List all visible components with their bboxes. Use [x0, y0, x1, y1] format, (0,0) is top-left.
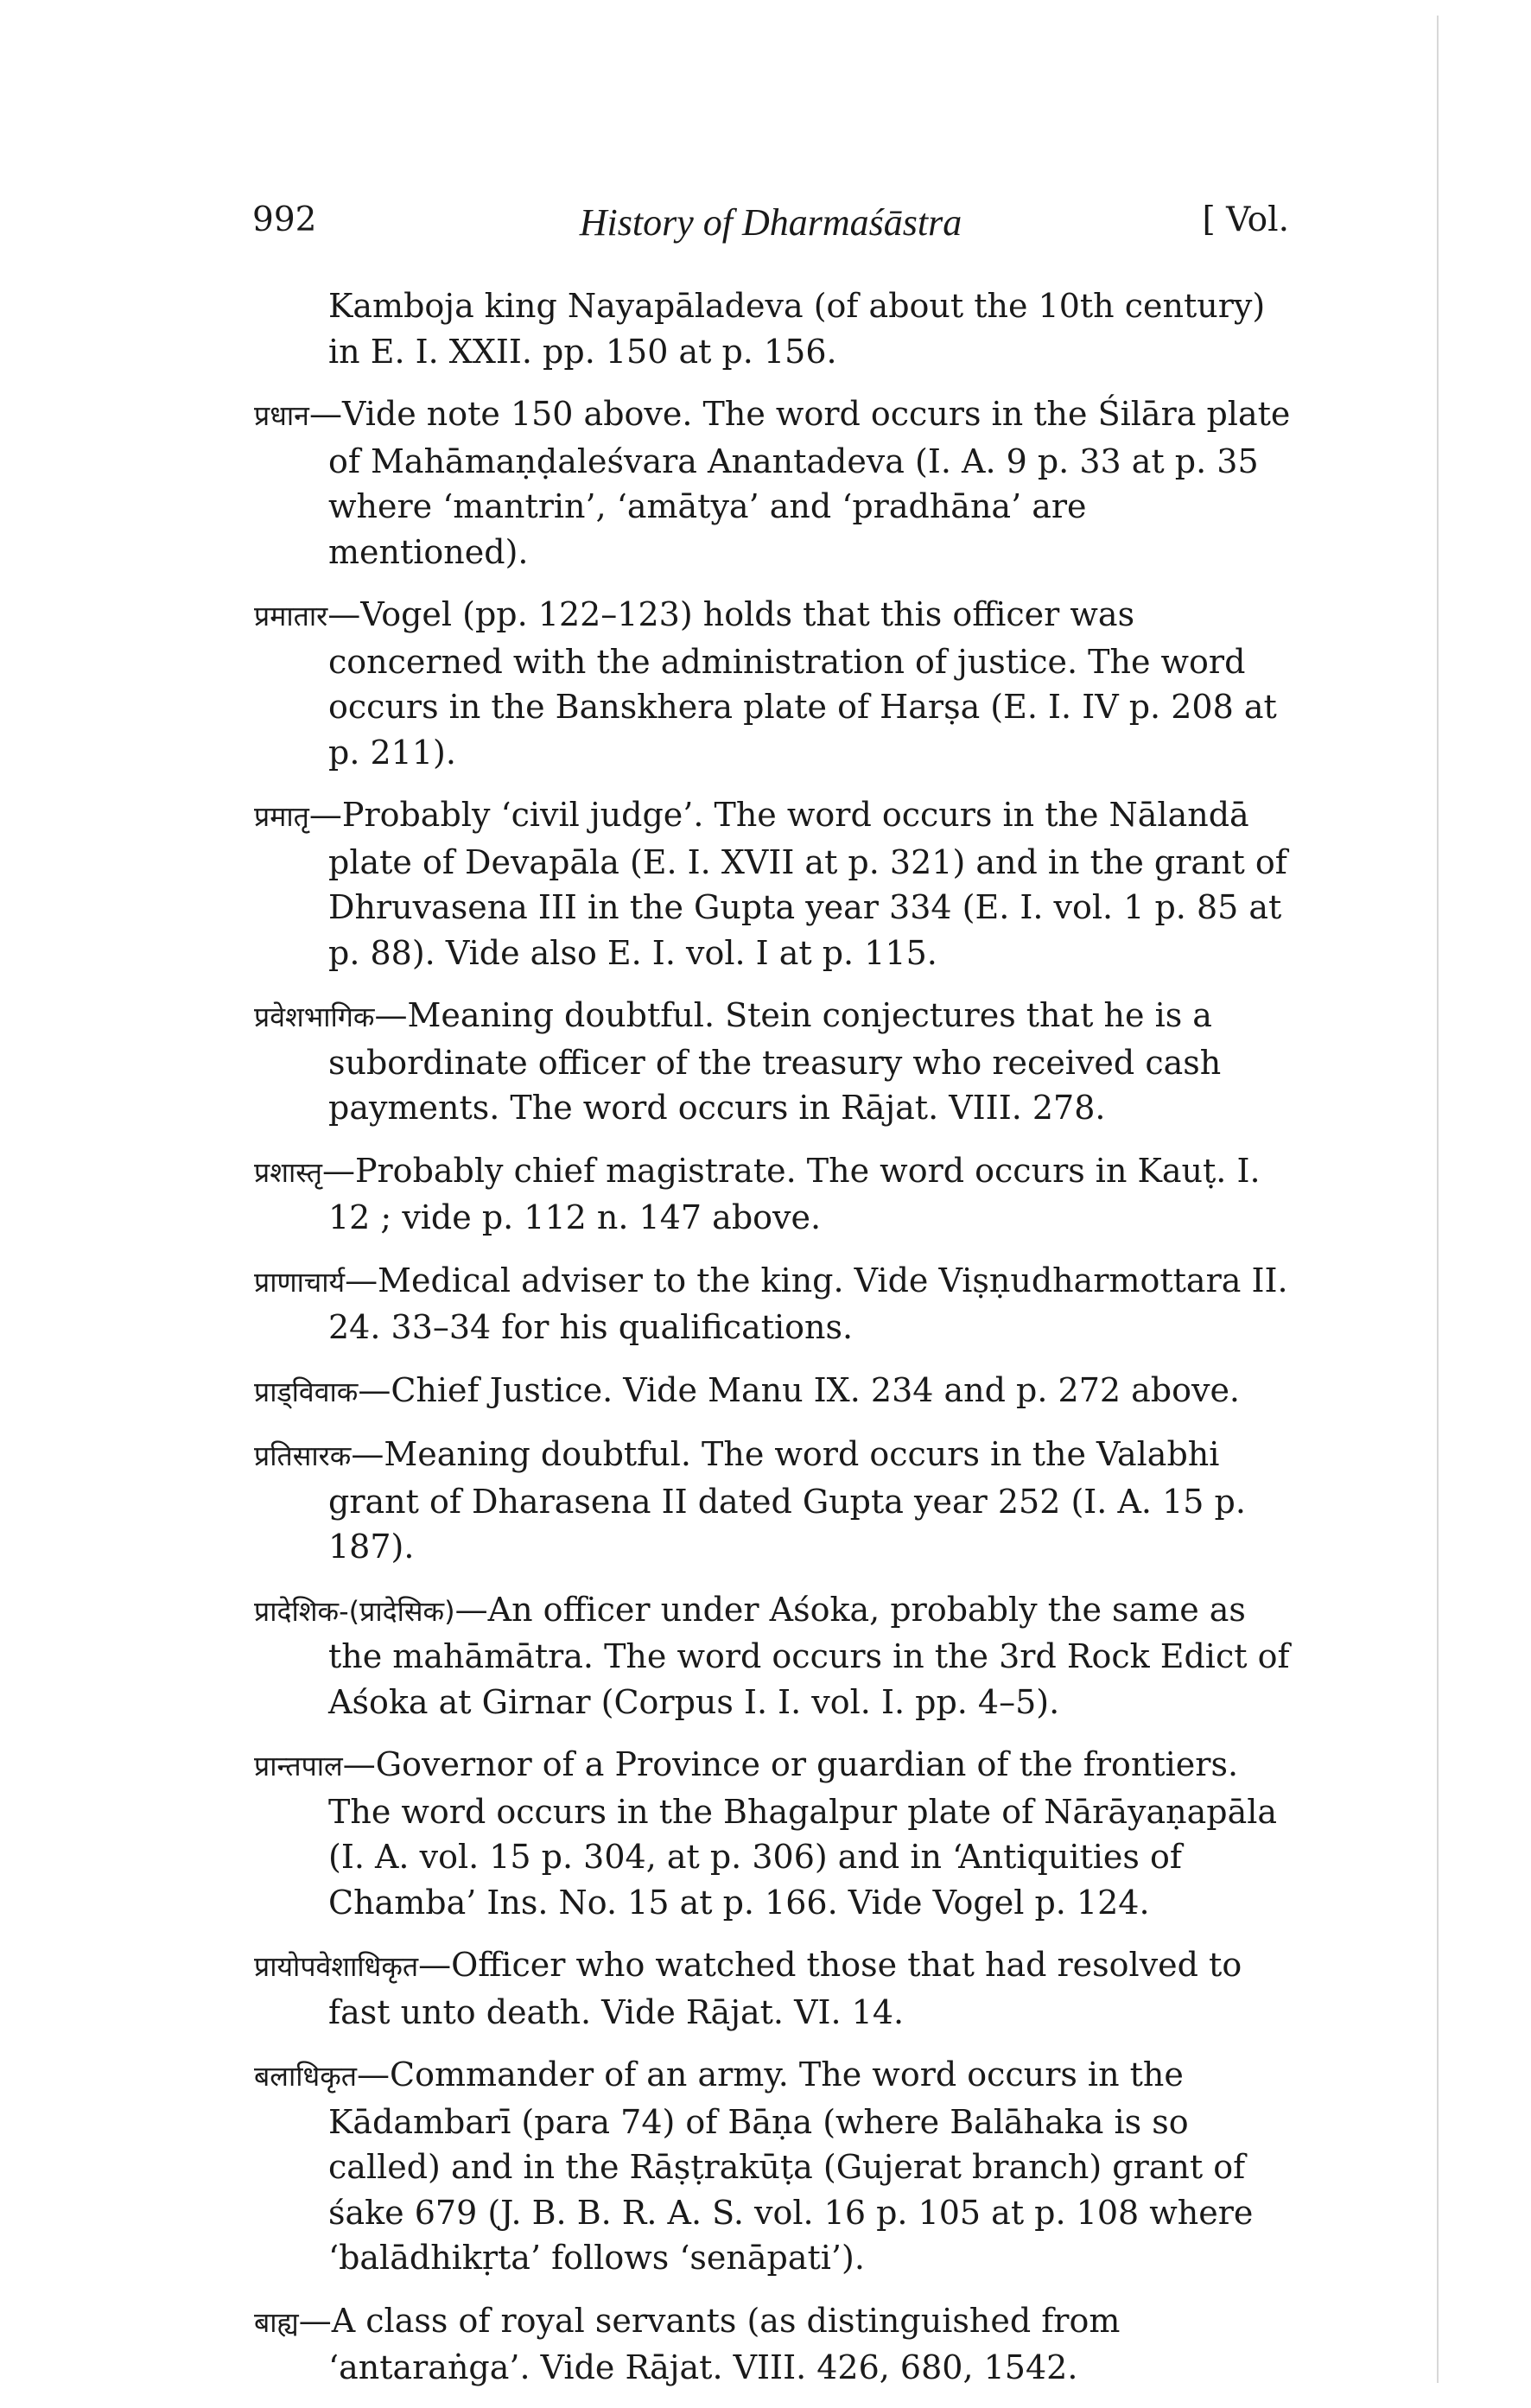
entry-headword: प्रादेशिक-(प्रादेसिक) — [254, 1594, 455, 1628]
glossary-entry — [254, 1368, 1291, 1415]
glossary-entry — [254, 592, 1291, 775]
entry-text: —A class of royal servants (as distinguished from ‘antaraṅga’. Vide Rājat. VIII. 426, 680, 1542. — [298, 2301, 1121, 2386]
running-title: History of Dharmaśāstra — [579, 201, 962, 244]
glossary-entry — [254, 1942, 1291, 2035]
glossary-entry — [254, 993, 1291, 1131]
entry-text: —Officer who watched those that had resolved to fast unto death. Vide Rājat. VI. 14. — [328, 1946, 1242, 2031]
running-header — [252, 200, 1289, 252]
entry-headword: प्रशास्तृ — [254, 1155, 322, 1189]
entry-headword: प्रधान — [254, 399, 309, 432]
entry-text: —An officer under Aśoka, probably the same as the mahāmātra. The word occurs in the 3rd Rock Edict of Aśoka at Girnar (Corpus I. I. vol. I. pp. 4–5). — [328, 1590, 1290, 1721]
entry-headword: प्रायोपवेशाधिकृत — [254, 1950, 419, 1983]
entry-text: —Commander of an army. The word occurs in the Kādambarī (para 74) of Bāṇa (where Balāhaka is so called) and in the Rāṣṭrakūṭa (Gujerat branch) grant of śake 679 (J. B. B. R. A. S. vol. 16 p. 105 at p. 108 where ‘balādhikṛta’ follows ‘senāpati’). — [328, 2055, 1254, 2277]
glossary-entry — [254, 1258, 1291, 1350]
glossary-entry — [254, 2298, 1291, 2391]
entry-text: —Medical adviser to the king. Vide Viṣṇudharmottara II. 24. 33–34 for his qualifications. — [328, 1261, 1288, 1346]
glossary-body — [254, 283, 1291, 2408]
entry-text: —Meaning doubtful. Stein conjectures that he is a subordinate officer of the treasury who received cash payments. The word occurs in Rājat. VIII. 278. — [328, 996, 1222, 1127]
entry-text: —Vide note 150 above. The word occurs in the Śilāra plate of Mahāmaṇḍaleśvara Anantadeva (I. A. 9 p. 33 at p. 35 where ‘mantrin’, ‘amātya’ and ‘pradhāna’ are mentioned). — [308, 395, 1291, 571]
glossary-entry — [254, 2052, 1291, 2281]
entry-headword: प्रान्तपाल — [254, 1750, 343, 1782]
page-number: 992 — [252, 200, 317, 239]
glossary-entry — [254, 1148, 1291, 1241]
glossary-entry — [254, 1587, 1291, 1725]
entry-headword: बाह्य — [254, 2305, 299, 2339]
glossary-entry — [254, 1742, 1291, 1925]
continued-paragraph: Kamboja king Nayapāladeva (of about the 10th century) in E. I. XXII. pp. 150 at p. 156. — [328, 287, 1266, 371]
entry-text: —Probably chief magistrate. The word occurs in Kauṭ. I. 12 ; vide p. 112 n. 147 above. — [321, 1151, 1261, 1236]
entry-headword: प्रतिसारक — [254, 1439, 352, 1472]
entry-headword: प्राड्विवाक — [254, 1375, 359, 1408]
glossary-entry — [254, 1432, 1291, 1570]
entry-text: —Chief Justice. Vide Manu IX. 234 and p. 272 above. — [358, 1370, 1241, 1409]
volume-label: [ Vol. — [1202, 200, 1289, 239]
entry-headword: प्रमातार — [254, 600, 328, 632]
entry-text: —Vogel (pp. 122–123) holds that this officer was concerned with the administration of justice. The word occurs in the Banskhera plate of Harṣa (E. I. IV p. 208 at p. 211). — [327, 595, 1277, 772]
entry-text: —Governor of a Province or guardian of the frontiers. The word occurs in the Bhagalpur plate of Nārāyaṇapāla (I. A. vol. 15 p. 304, at p. 306) and in ‘Antiquities of Chamba’ Ins. No. 15 at p. 166. Vide Vogel p. 124. — [328, 1745, 1278, 1922]
entry-headword: प्रमातृ — [254, 800, 309, 833]
glossary-entry — [254, 391, 1291, 575]
entry-text: —Meaning doubtful. The word occurs in the Valabhi grant of Dharasena II dated Gupta year 252 (I. A. 15 p. 187). — [328, 1435, 1246, 1566]
entry-text: —Probably ‘civil judge’. The word occurs in the Nālandā plate of Devapāla (E. I. XVII at p. 321) and in the grant of Dhruvasena III in the Gupta year 334 (E. I. vol. 1 p. 85 at p. 88). Vide also E. I. vol. I at p. 115. — [308, 796, 1287, 972]
entry-headword: प्रवेशभागिक — [254, 1001, 375, 1033]
page-edge-line — [1437, 16, 1439, 2383]
entry-headword: बलाधिकृत — [254, 2060, 358, 2093]
entry-headword: प्राणाचार्य — [254, 1265, 346, 1299]
glossary-entry — [254, 792, 1291, 975]
